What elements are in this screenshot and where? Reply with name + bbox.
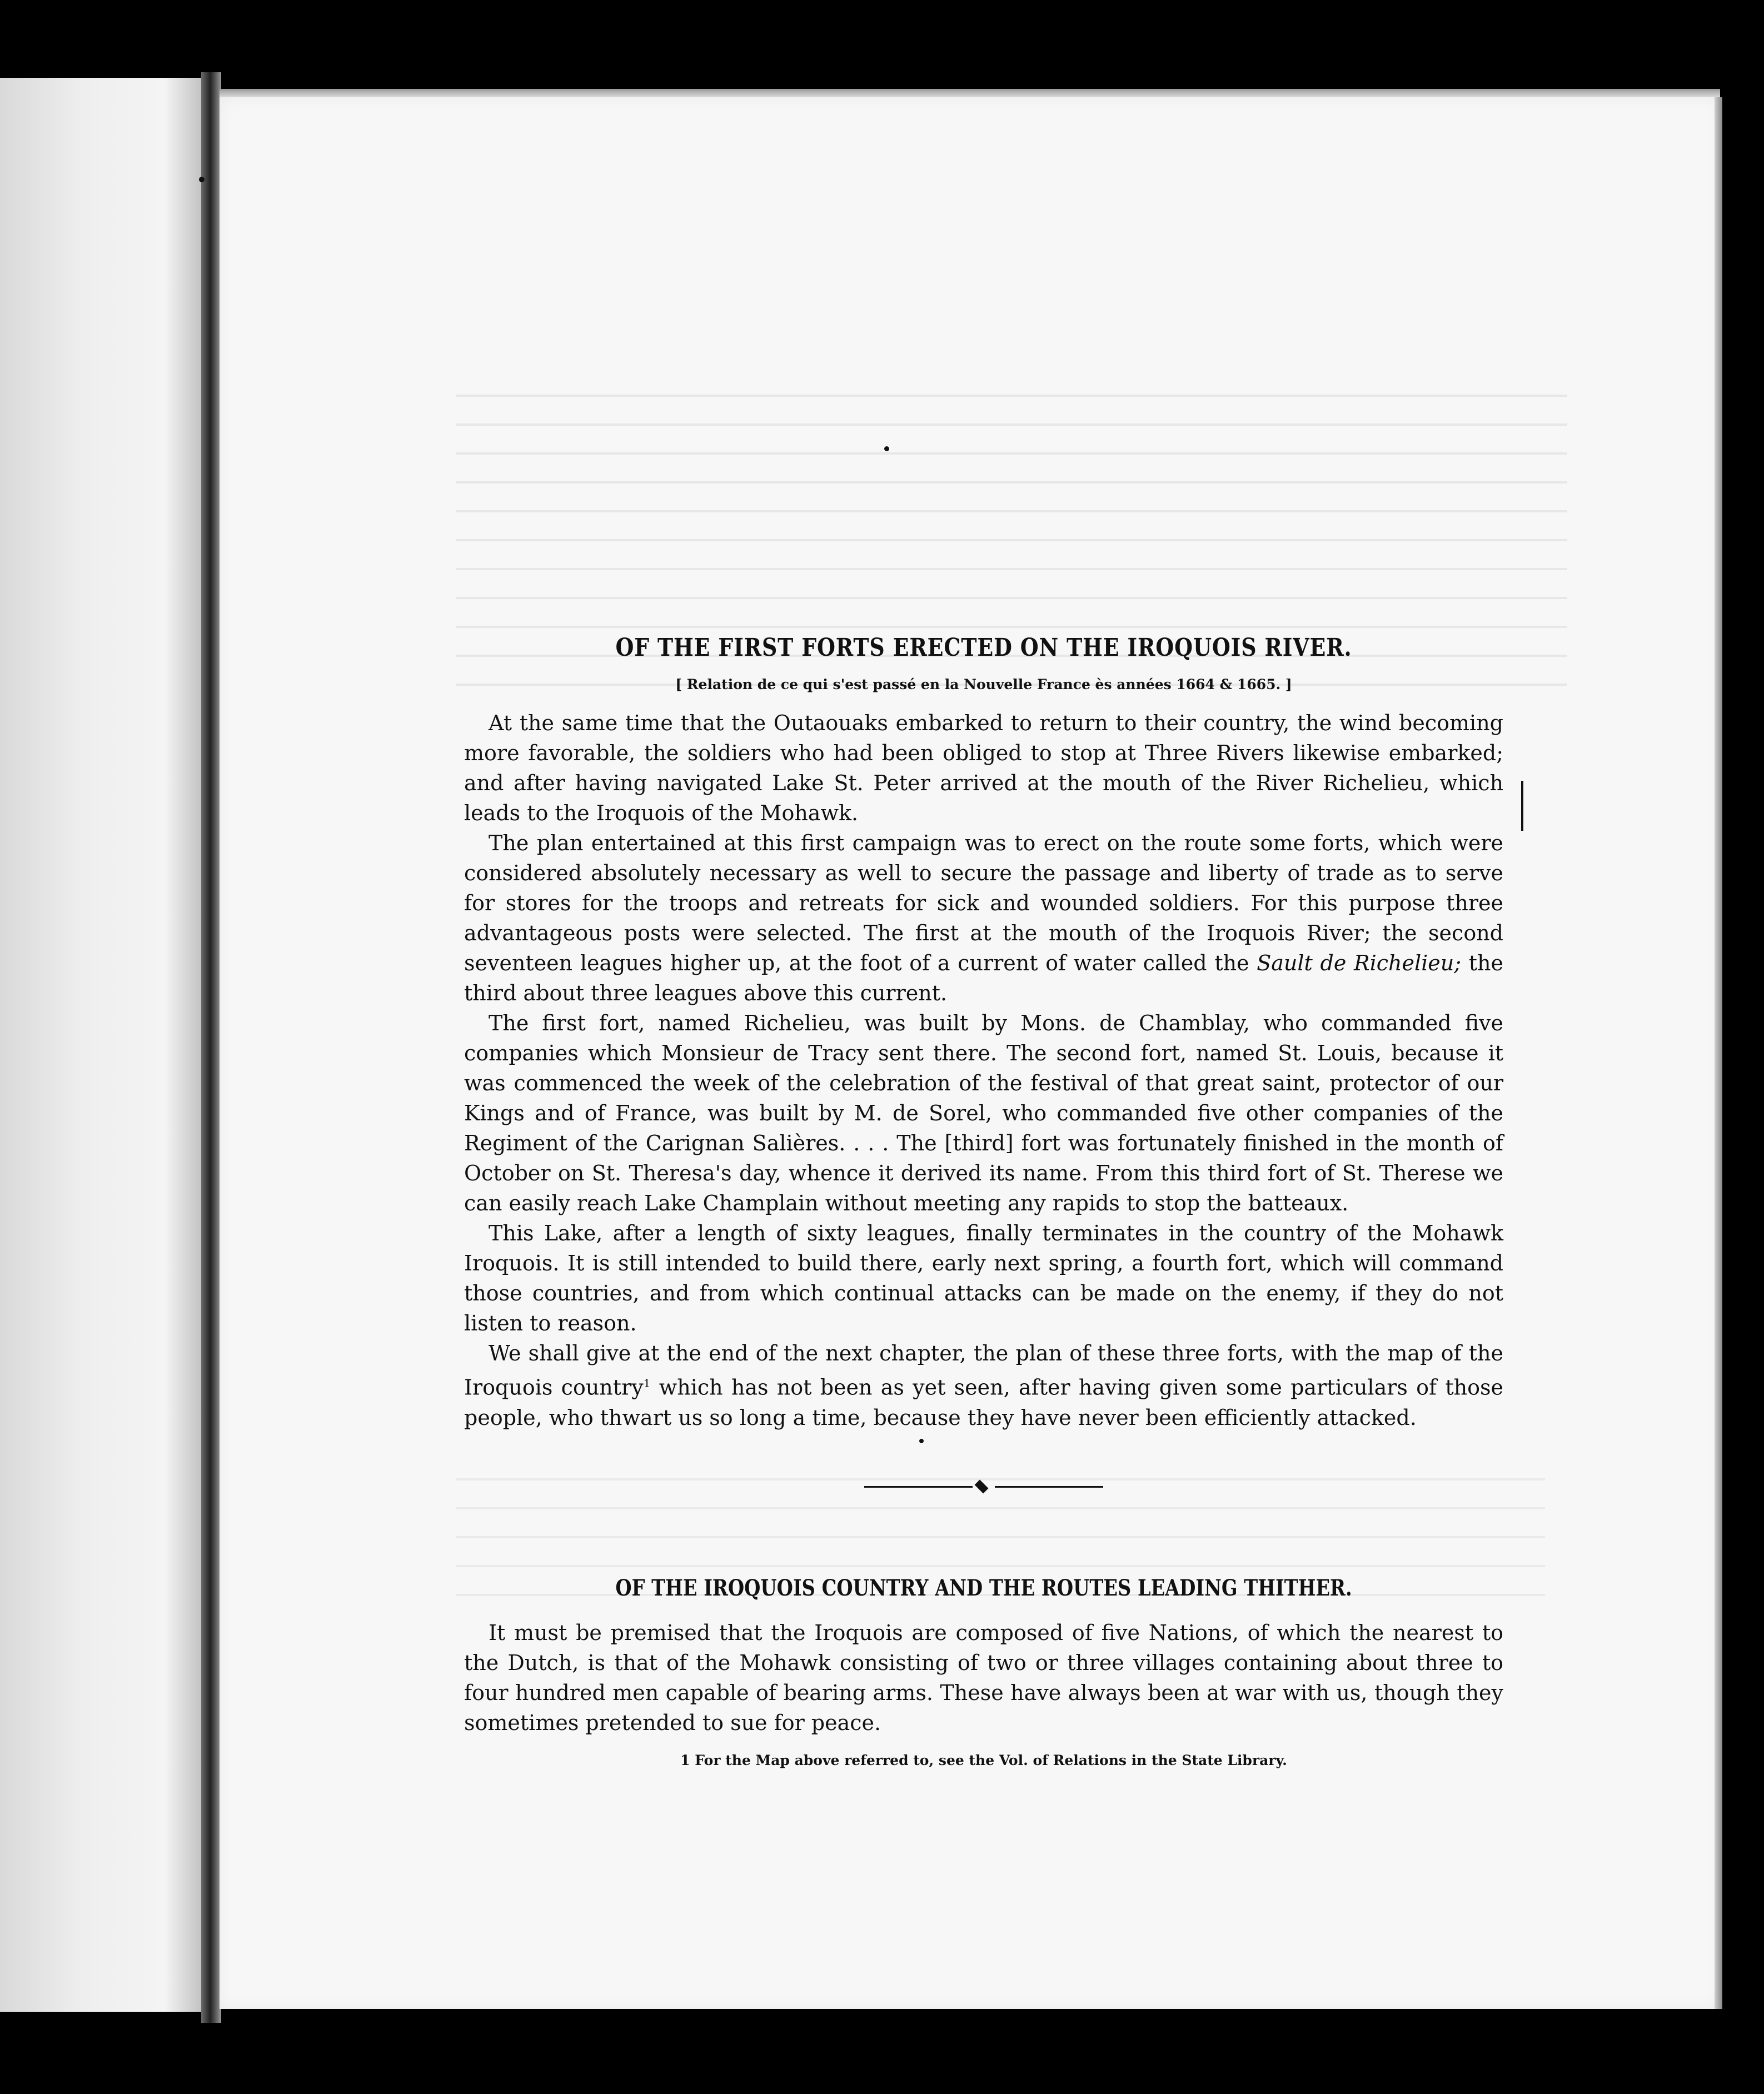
paragraph-text: The plan entertained at this first campaign was to erect on the route some forts, which were considered absolutely necessary as well to secure the passage and liberty of trade as to serve for stores for the troops and retreats for sick and wounded soldiers. For this purpose three advantageous posts were selected. The first at the mouth of the Iroquois River; the second seventeen leagues higher up, at the foot of a current of water called the bbox=[464, 831, 1503, 975]
source-citation: [ Relation de ce qui s'est passé en la Nouvelle France ès années 1664 & 1665. ] bbox=[675, 676, 1292, 692]
paragraph: At the same time that the Outaouaks embarked to return to their country, the wind becoming more favorable, the soldiers who had been obliged to stop at Three Rivers likewise embarked; and after having navigated Lake St. Peter arrived at the mouth of the River Richelieu, which leads to the Iroquois of the Mohawk. bbox=[464, 711, 1503, 825]
paragraph bbox=[464, 1338, 1503, 1433]
paragraph-text: which has not been as yet seen, after having given some particulars of those people, who thwart us so long a time, because they have never been efficiently attacked. bbox=[464, 1375, 1504, 1430]
section-divider bbox=[864, 1480, 1103, 1494]
margin-mark bbox=[1521, 781, 1523, 831]
paragraph-text: We shall give at the end of the next chapter, the plan of these three forts, with the map of the Iroquois country bbox=[464, 1341, 1503, 1400]
book-gutter bbox=[201, 72, 221, 2023]
footnote-reference: 1 bbox=[643, 1377, 651, 1390]
italic-place-name: Sault de Richelieu; bbox=[1257, 951, 1462, 975]
paragraph bbox=[464, 828, 1503, 1008]
footnote bbox=[464, 1752, 1503, 1768]
paragraph-text: the third about three leagues above this current. bbox=[464, 951, 1503, 1005]
page-right-edge bbox=[1715, 97, 1722, 2009]
article-body bbox=[464, 634, 1503, 1768]
footnote-mark: 1 bbox=[680, 1752, 690, 1768]
ink-speck bbox=[199, 177, 205, 182]
paragraph: The first fort, named Richelieu, was built by Mons. de Chamblay, who commanded five companies which Monsieur de Tracy sent there. The second fort, named St. Louis, because it was commenced the week of the celebration of the festival of that great saint, protector of our Kings and of France, was built by M. de Sorel, who commanded five other companies of the Regiment of the Carignan Salières. . . . The [third] fort was fortunately finished in the month of October on St. Theresa's day, whence it derived its name. From this third fort of St. Therese we can easily reach Lake Champlain without meeting any rapids to stop the batteaux. bbox=[464, 1011, 1503, 1215]
paragraph: It must be premised that the Iroquois are composed of five Nations, of which the nearest to the Dutch, is that of the Mohawk consisting of two or three villages containing about three to four hundred men capable of bearing arms. These have always been at war with us, though they sometimes pretended to sue for peace. bbox=[464, 1620, 1503, 1735]
paragraph: This Lake, after a length of sixty leagues, finally terminates in the country of the Mohawk Iroquois. It is still intended to build there, early next spring, a fourth fort, which will command those countries, and from which continual attacks can be made on the enemy, if they do not listen to reason. bbox=[464, 1221, 1503, 1335]
article-title: OF THE IROQUOIS COUNTRY AND THE ROUTES LEADING THITHER. bbox=[615, 1574, 1352, 1601]
ink-speck bbox=[884, 446, 889, 451]
divider-line bbox=[864, 1486, 973, 1488]
footnote-text: For the Map above referred to, see the Vol. of Relations in the State Library. bbox=[690, 1752, 1287, 1768]
facing-page-edge bbox=[0, 78, 206, 2012]
divider-ornament bbox=[975, 1479, 989, 1493]
divider-line bbox=[995, 1486, 1103, 1488]
article-title: OF THE FIRST FORTS ERECTED ON THE IROQUOIS RIVER. bbox=[615, 634, 1352, 662]
